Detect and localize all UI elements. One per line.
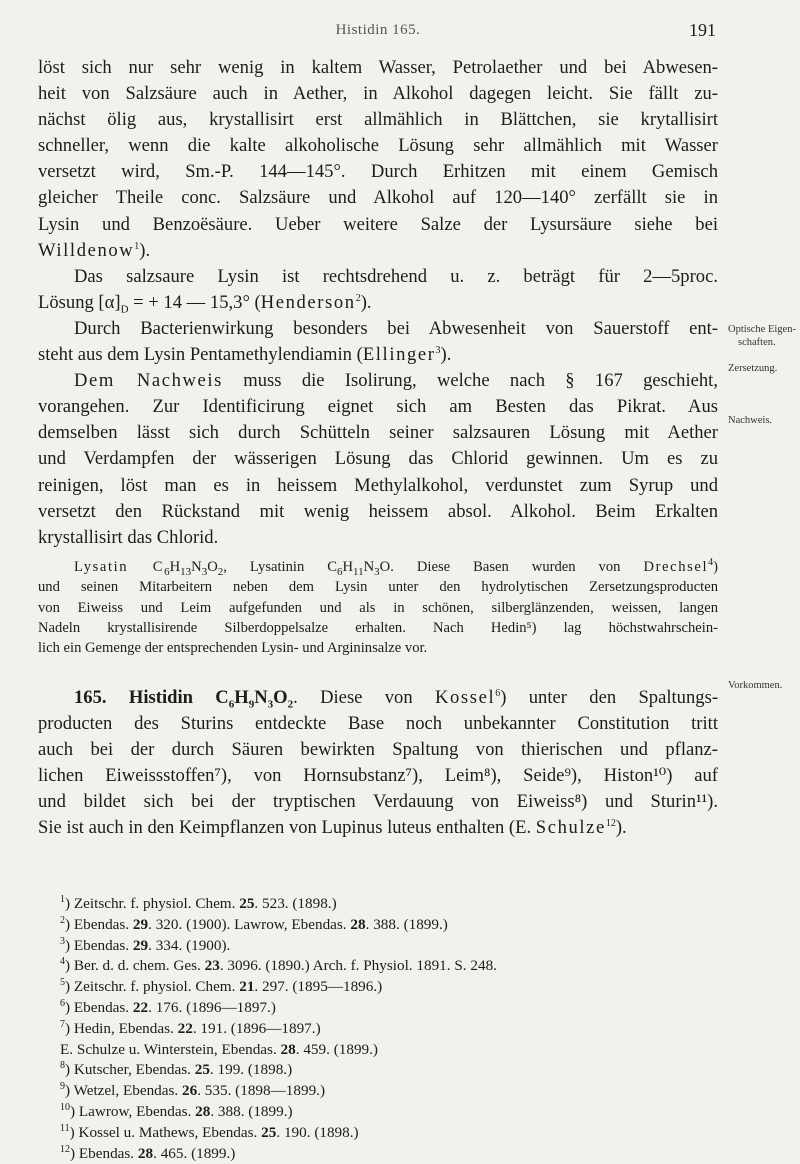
footnote-number: 2	[60, 914, 65, 926]
footnote-paren: )	[65, 1082, 74, 1100]
footnote-4	[60, 956, 740, 977]
volume-number: 28	[137, 1144, 154, 1162]
footnote-2	[60, 915, 740, 936]
footnote-12	[60, 1144, 740, 1164]
text-fragment: Histidin C	[128, 686, 229, 708]
text-line	[38, 557, 718, 577]
footnote-text: . 334. (1900).	[148, 936, 231, 954]
footnote-paren: )	[65, 1019, 74, 1037]
text-line: versetzt wird, Sm.-P. 144—145°. Durch Erhitzen mit einem Gemisch	[38, 161, 718, 183]
text-fragment: , Lysatinin C	[223, 558, 337, 575]
text-line: von Eiweiss und Leim aufgefunden und als in schönen, silberglänzenden, weissen, langen	[38, 599, 718, 616]
footnote-text: . 297. (1895—1896.)	[254, 978, 383, 996]
text-line: Das salzsaure Lysin ist rechtsdrehend u. z. beträgt für 2—5proc.	[74, 265, 718, 287]
text-line: lich ein Gemenge der entsprechenden Lysin- und Argininsalze vor.	[38, 640, 428, 657]
subscript: 3	[374, 565, 380, 578]
footnote-ref: 3	[435, 344, 441, 356]
volume-number: 28	[195, 1102, 211, 1120]
footnote-7	[60, 1019, 740, 1040]
footnote-number: 12	[60, 1143, 70, 1155]
footnote-text: . 191. (1896—1897.)	[192, 1019, 321, 1037]
text-line: vorangehen. Zur Identificirung eignet sich am Besten das Pikrat. Aus	[38, 396, 718, 418]
section-title	[128, 686, 294, 711]
text-fragment: H	[342, 558, 354, 575]
footnote-text: Zeitschr. f. physiol. Chem.	[73, 895, 240, 912]
footnote-ref: 6	[495, 687, 501, 699]
subscript: 13	[180, 565, 192, 578]
text-fragment: O	[207, 558, 218, 575]
text-fragment: ) unter den Spaltungs-	[500, 686, 719, 708]
author-name: Ellinger	[362, 344, 436, 366]
subscript: 3	[267, 698, 274, 711]
margin-note-detection: Nachweis.	[728, 415, 773, 426]
footnote-text: Hedin, Ebendas.	[73, 1019, 178, 1037]
main-text	[38, 55, 718, 841]
text-line	[38, 290, 718, 316]
footnote-10	[60, 1102, 740, 1123]
footnote-11	[60, 1123, 740, 1144]
footnote-paren: )	[65, 957, 74, 975]
subscript: D	[120, 303, 129, 316]
text-line	[38, 342, 718, 368]
author-name: Kossel	[435, 686, 496, 708]
footnote-paren: )	[65, 895, 74, 912]
footnote-text: . 523. (1898.)	[254, 895, 337, 912]
volume-number: 29	[132, 915, 149, 933]
subscript: 6	[336, 565, 343, 578]
paragraph-decomposition	[38, 316, 718, 368]
text-fragment: = + 14 — 15,3° (	[128, 291, 261, 313]
footnote-8	[60, 1060, 740, 1081]
footnote-ref: 12	[605, 818, 616, 830]
text-fragment: ).	[440, 344, 452, 366]
footnote-text: E. Schulze u. Winterstein, Ebendas.	[60, 1040, 281, 1058]
text-line: auch bei der durch Säuren bewirkten Spaltung von thierischen und pflanz-	[38, 739, 718, 760]
footnote-number: 4	[60, 956, 65, 968]
text-fragment: O. Diese Basen wurden von	[379, 558, 644, 575]
volume-number: 28	[350, 915, 366, 933]
footnote-paren: )	[65, 1061, 74, 1079]
text-line: krystallisirt das Chlorid.	[38, 526, 219, 548]
section-histidin	[38, 685, 718, 842]
footnote-text: . 465. (1899.)	[153, 1144, 236, 1162]
paragraph-solubility	[38, 55, 718, 264]
footnote-text: Wetzel, Ebendas.	[73, 1082, 183, 1100]
footnote-3	[60, 936, 740, 957]
footnote-paren: )	[70, 1144, 79, 1162]
text-line: producten des Sturins entdeckte Base noch unbekannter Constitution tritt	[38, 712, 718, 734]
text-line: schneller, wenn die kalte alkoholische Lösung sehr allmählich mit Wasser	[38, 135, 718, 157]
footnotes	[60, 894, 740, 1164]
volume-number: 21	[239, 978, 255, 996]
footnote-number: 9	[60, 1081, 65, 1093]
footnote-text: . 459. (1899.)	[295, 1040, 378, 1058]
text-fragment: steht aus dem Lysin Pentamethylendiamin (	[38, 344, 363, 366]
text-fragment: H	[234, 686, 249, 708]
footnote-text: Ebendas.	[78, 1144, 138, 1162]
footnote-text: Ebendas.	[73, 915, 133, 933]
footnote-ref: 2	[355, 292, 361, 304]
footnote-text: . 190. (1898.)	[276, 1123, 359, 1141]
footnote-number: 1	[60, 893, 65, 905]
text-fragment: ).	[360, 291, 372, 313]
footnote-text: . 199. (1898.)	[209, 1061, 293, 1079]
volume-number: 25	[261, 1123, 277, 1141]
volume-number: 25	[194, 1061, 210, 1079]
text-line: Nadeln krystallisirende Silberdoppelsalze erhalten. Nach Hedin⁵) lag höchstwahrschein-	[38, 620, 718, 636]
footnote-text: . 176. (1896—1897.)	[148, 998, 276, 1016]
emphasis: Dem Nachweis	[74, 370, 223, 392]
subscript: 2	[287, 698, 294, 711]
text-line: Lysin und Benzoësäure. Ueber weitere Salze der Lysursäure siehe bei	[38, 213, 718, 235]
paragraph-small-lysatin	[38, 557, 718, 659]
author-name: Henderson	[260, 291, 356, 313]
text-fragment: ).	[615, 817, 627, 839]
text-line	[38, 815, 718, 841]
footnote-number: 10	[60, 1101, 70, 1113]
footnote-ref: 4	[708, 556, 714, 568]
text-fragment: O	[273, 686, 288, 708]
running-head	[38, 22, 718, 44]
footnote-paren: )	[65, 936, 74, 954]
section-number: 165.	[74, 686, 107, 708]
footnote-text: Kutscher, Ebendas.	[73, 1061, 195, 1079]
text-line: versetzt den Rückstand mit wenig heissem absol. Alkohol. Beim Erkalten	[38, 500, 718, 522]
subscript: 6	[228, 698, 235, 711]
text-line: reinigen, löst man es in heissem Methylalkohol, verdunstet zum Syrup und	[38, 474, 718, 496]
author-name: Drechsel	[643, 558, 709, 575]
footnote-9	[60, 1081, 740, 1102]
text-line: gleicher Theile conc. Salzsäure und Alkohol auf 120—140° zerfällt sie in	[38, 187, 718, 209]
footnote-1	[60, 894, 740, 915]
text-fragment: N	[363, 558, 375, 575]
footnote-paren: )	[65, 915, 74, 933]
volume-number: 23	[204, 957, 220, 975]
footnote-number: 8	[60, 1060, 65, 1072]
subscript: 2	[217, 565, 224, 578]
volume-number: 22	[177, 1019, 193, 1037]
text-fragment: Sie ist auch in den Keimpflanzen von Lupinus luteus enthalten (E.	[38, 817, 536, 839]
text-line	[38, 238, 718, 264]
footnote-number: 11	[60, 1122, 70, 1134]
footnote-text: Lawrow, Ebendas.	[78, 1102, 196, 1120]
text-line: und bildet sich bei der tryptischen Verdauung von Eiweiss⁸) und Sturin¹¹).	[38, 791, 718, 813]
section-heading-line	[38, 685, 718, 711]
author-name: Willdenow	[38, 239, 135, 261]
margin-note-optical-2: schaften.	[738, 337, 776, 348]
footnote-5	[60, 977, 740, 998]
footnote-number: 6	[60, 997, 65, 1009]
subscript: 9	[248, 698, 255, 711]
footnote-number: 7	[60, 1018, 65, 1030]
footnote-text: . 535. (1898—1899.)	[197, 1082, 326, 1100]
footnote-number: 5	[60, 977, 65, 989]
margin-note-decomposition: Zersetzung.	[728, 363, 778, 374]
footnote-text: . 388. (1899.)	[365, 915, 448, 933]
text-line: und Verdampfen der wässerigen Lösung das Chlorid gewinnen. Um es zu	[38, 448, 718, 470]
text-fragment: )	[713, 558, 718, 575]
running-title: Histidin 165.	[335, 22, 421, 38]
text-line	[38, 368, 718, 394]
text-line: nächst ölig aus, krystallisirt erst allmählich in Blättchen, sie krytallisirt	[38, 109, 718, 131]
text-line: lichen Eiweissstoffen⁷), von Hornsubstanz⁷), Leim⁸), Seide⁹), Histon¹⁰) auf	[38, 765, 718, 787]
footnote-text: Kossel u. Mathews, Ebendas.	[78, 1123, 262, 1141]
text-fragment: ).	[139, 239, 151, 261]
footnote-6	[60, 998, 740, 1019]
text-line: demselben lässt sich durch Schütteln seiner salzsauren Lösung mit Aether	[38, 422, 718, 444]
footnote-number: 3	[60, 935, 65, 947]
text-line: löst sich nur sehr wenig in kaltem Wasser, Petrolaether und bei Abwesen-	[38, 57, 718, 78]
footnote-paren: )	[70, 1102, 79, 1120]
footnote-7-continued	[60, 1040, 740, 1061]
footnote-paren: )	[65, 978, 74, 996]
footnote-text: Ebendas.	[73, 998, 133, 1016]
footnote-text: Zeitschr. f. physiol. Chem.	[73, 978, 240, 996]
compound-name: Lysatin C	[74, 558, 165, 575]
text-line: und seinen Mitarbeitern neben dem Lysin unter den hydrolytischen Zersetzungsproducten	[38, 579, 718, 596]
footnote-ref: 1	[134, 240, 140, 252]
subscript: 3	[201, 565, 208, 578]
volume-number: 28	[280, 1040, 296, 1058]
paragraph-optical	[38, 264, 718, 316]
subscript: 11	[353, 565, 364, 578]
paragraph-detection	[38, 368, 718, 551]
text-fragment: N	[191, 558, 202, 575]
volume-number: 29	[132, 936, 149, 954]
text-fragment: N	[254, 686, 268, 708]
text-line: Durch Bacterienwirkung besonders bei Abwesenheit von Sauerstoff ent-	[74, 317, 718, 339]
footnote-text: Ebendas.	[73, 936, 133, 954]
margin-note-optical-1: Optische Eigen-	[728, 324, 796, 335]
footnote-text: . 3096. (1890.) Arch. f. Physiol. 1891. S. 248.	[219, 957, 497, 975]
text-fragment: H	[169, 558, 181, 575]
footnote-text: . 320. (1900). Lawrow, Ebendas.	[148, 915, 351, 933]
text-fragment: muss die Isolirung, welche nach § 167 geschieht,	[222, 370, 718, 392]
text-fragment: Lösung [α]	[38, 291, 121, 313]
volume-number: 25	[239, 895, 255, 912]
volume-number: 22	[132, 998, 149, 1016]
footnote-paren: )	[65, 998, 74, 1016]
footnote-paren: )	[69, 1123, 79, 1141]
text-fragment: . Diese von	[293, 686, 435, 708]
footnote-text: . 388. (1899.)	[210, 1102, 293, 1120]
subscript: 6	[164, 565, 170, 578]
page-number: 191	[689, 20, 716, 40]
footnote-text: Ber. d. d. chem. Ges.	[73, 957, 205, 975]
author-name: Schulze	[535, 817, 606, 839]
margin-note-occurrence: Vorkommen.	[728, 680, 783, 691]
text-line: heit von Salzsäure auch in Aether, in Alkohol dagegen leicht. Sie fällt zu-	[38, 83, 718, 105]
volume-number: 26	[182, 1082, 198, 1100]
